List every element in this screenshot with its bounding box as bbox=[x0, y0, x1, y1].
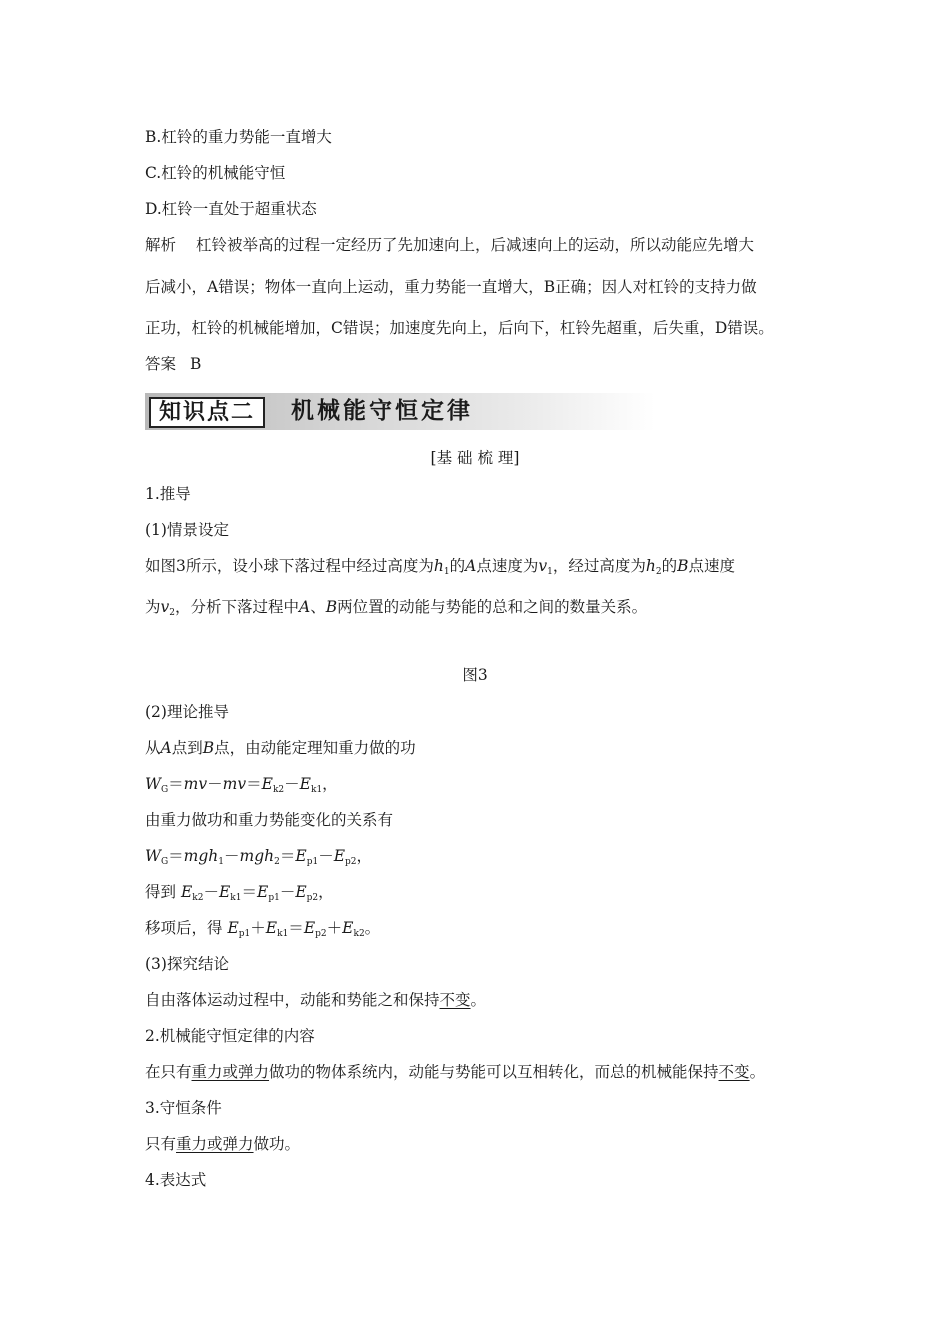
operator: － bbox=[207, 775, 223, 793]
symbol-e: E bbox=[342, 919, 354, 937]
operator: ＋ bbox=[326, 919, 343, 937]
analysis-label: 解析 bbox=[145, 236, 177, 254]
section-title: 机械能守恒定律 bbox=[291, 398, 473, 424]
figure-caption: 图3 bbox=[462, 666, 488, 684]
operator: ＝ bbox=[288, 919, 304, 937]
subscript: k2 bbox=[272, 785, 285, 795]
subscript: 2 bbox=[274, 857, 280, 867]
operator: － bbox=[203, 883, 219, 901]
operator: ＝ bbox=[246, 775, 262, 793]
expression-heading: 4.表达式 bbox=[145, 1171, 207, 1189]
text: 点速度为 bbox=[476, 557, 539, 575]
option-c: C.杠铃的机械能守恒 bbox=[145, 164, 286, 182]
text: ，分析下落过程中 bbox=[175, 598, 300, 616]
punctuation: 。 bbox=[470, 991, 487, 1009]
text: 点，由动能定理知重力做的功 bbox=[214, 739, 416, 757]
conclusion-text bbox=[145, 990, 486, 1010]
operator: － bbox=[284, 775, 300, 793]
section-banner bbox=[145, 393, 655, 430]
subscript: G bbox=[160, 785, 169, 795]
answer-label: 答案 bbox=[145, 355, 177, 373]
text: 如图3所示，设小球下落过程中经过高度为 bbox=[145, 557, 434, 575]
theory-heading: (2)理论推导 bbox=[145, 703, 229, 721]
symbol-e: E bbox=[299, 775, 311, 793]
symbol-b: B bbox=[202, 739, 215, 757]
text: 得到 bbox=[145, 883, 181, 901]
analysis-line-1 bbox=[145, 235, 754, 255]
operator: ＝ bbox=[168, 847, 184, 865]
equation-3 bbox=[145, 882, 334, 902]
symbol-mgh: mgh bbox=[183, 847, 219, 865]
punctuation: ， bbox=[318, 883, 334, 901]
subscript: k1 bbox=[310, 785, 323, 795]
symbol-h: h bbox=[433, 557, 444, 575]
derivation-heading: 1.推导 bbox=[145, 485, 191, 503]
subscript: G bbox=[160, 857, 169, 867]
operator: ＝ bbox=[168, 775, 184, 793]
condition-text bbox=[145, 1134, 300, 1154]
text: 做功。 bbox=[253, 1135, 301, 1153]
condition-heading: 3.守恒条件 bbox=[145, 1099, 222, 1117]
text: 、 bbox=[310, 598, 326, 616]
analysis-text-1: 杠铃被举高的过程一定经历了先加速向上，后减速向上的运动，所以动能应先增大 bbox=[196, 236, 755, 254]
symbol-e: E bbox=[333, 847, 346, 865]
subscript: p1 bbox=[306, 857, 319, 867]
subscript: p1 bbox=[238, 929, 251, 939]
operator: － bbox=[224, 847, 240, 865]
theory-line-2: 由重力做功和重力势能变化的关系有 bbox=[145, 811, 394, 829]
operator: ＝ bbox=[241, 883, 257, 901]
text: 从 bbox=[145, 739, 161, 757]
section-number: 知识点二 bbox=[149, 397, 265, 428]
punctuation: ， bbox=[356, 847, 373, 865]
underlined-answer: 不变 bbox=[718, 1063, 750, 1081]
symbol-e: E bbox=[218, 883, 231, 901]
punctuation: ， bbox=[322, 775, 338, 793]
symbol-mgh: mgh bbox=[239, 847, 275, 865]
option-d: D.杠铃一直处于超重状态 bbox=[145, 200, 317, 218]
text: 的 bbox=[661, 557, 678, 575]
content-heading: 2.机械能守恒定律的内容 bbox=[145, 1027, 315, 1045]
equation-2 bbox=[145, 846, 372, 866]
subscript: p2 bbox=[306, 893, 319, 903]
conclusion-heading: (3)探究结论 bbox=[145, 955, 229, 973]
symbol-e: E bbox=[295, 883, 307, 901]
subscript: p2 bbox=[315, 929, 327, 939]
text: ，经过高度为 bbox=[552, 557, 646, 575]
subscript: k2 bbox=[353, 929, 365, 939]
symbol-e: E bbox=[261, 775, 273, 793]
text: 的 bbox=[449, 557, 466, 575]
answer-value: B bbox=[190, 355, 202, 373]
symbol-e: E bbox=[227, 919, 239, 937]
text: 自由落体运动过程中，动能和势能之和保持 bbox=[145, 991, 440, 1009]
symbol-mv: mv bbox=[183, 775, 208, 793]
underlined-answer: 重力或弹力 bbox=[191, 1063, 270, 1081]
operator: ＝ bbox=[279, 847, 296, 865]
punctuation: 。 bbox=[749, 1063, 766, 1081]
text: 移项后，得 bbox=[145, 919, 228, 937]
text: 做功的物体系统内，动能与势能可以互相转化，而总的机械能保持 bbox=[269, 1063, 719, 1081]
symbol-h: h bbox=[645, 557, 656, 575]
text: 只有 bbox=[145, 1135, 177, 1153]
subscript: 1 bbox=[443, 567, 450, 577]
symbol-w: W bbox=[145, 847, 161, 865]
symbol-e: E bbox=[265, 919, 278, 937]
subscript: k1 bbox=[230, 893, 242, 903]
operator: － bbox=[279, 883, 296, 901]
symbol-v: v bbox=[538, 557, 548, 575]
underlined-answer: 重力或弹力 bbox=[176, 1135, 254, 1153]
symbol-w: W bbox=[145, 775, 161, 793]
analysis-line-2: 后减小，A错误；物体一直向上运动，重力势能一直增大，B正确；因人对杠铃的支持力做 bbox=[145, 278, 757, 296]
theory-line-1 bbox=[145, 738, 416, 758]
symbol-b: B bbox=[677, 557, 689, 575]
symbol-a: A bbox=[465, 557, 477, 575]
answer-line bbox=[145, 354, 201, 374]
symbol-a: A bbox=[160, 739, 172, 757]
option-b: B.杠铃的重力势能一直增大 bbox=[145, 128, 332, 146]
subscript: 1 bbox=[218, 857, 224, 867]
symbol-mv: mv bbox=[222, 775, 247, 793]
scene-heading: (1)情景设定 bbox=[145, 521, 229, 539]
scene-paragraph-2 bbox=[145, 597, 647, 617]
symbol-e: E bbox=[257, 883, 269, 901]
symbol-e: E bbox=[303, 919, 316, 937]
symbol-a: A bbox=[299, 598, 311, 616]
text: 点速度 bbox=[688, 557, 735, 575]
subscript: p2 bbox=[345, 857, 357, 867]
operator: － bbox=[318, 847, 334, 865]
text: 为 bbox=[145, 598, 161, 616]
subscript: 2 bbox=[169, 608, 176, 618]
subscript: 2 bbox=[655, 567, 662, 577]
subscript: k2 bbox=[192, 893, 204, 903]
operator: ＋ bbox=[250, 919, 266, 937]
scene-paragraph-1 bbox=[145, 556, 735, 576]
subheading: [基 础 梳 理] bbox=[430, 449, 520, 467]
symbol-b: B bbox=[325, 598, 338, 616]
equation-4 bbox=[145, 918, 380, 938]
symbol-e: E bbox=[180, 883, 193, 901]
text: 两位置的动能与势能的总和之间的数量关系。 bbox=[337, 598, 648, 616]
content-text bbox=[145, 1062, 765, 1082]
subscript: p1 bbox=[268, 893, 280, 903]
underlined-answer: 不变 bbox=[439, 991, 471, 1009]
subscript: 1 bbox=[547, 567, 553, 577]
symbol-v: v bbox=[160, 598, 170, 616]
text: 在只有 bbox=[145, 1063, 192, 1081]
equation-1 bbox=[145, 774, 338, 794]
punctuation: 。 bbox=[364, 919, 381, 937]
subscript: k1 bbox=[277, 929, 289, 939]
analysis-line-3: 正功，杠铃的机械能增加，C错误；加速度先向上，后向下，杠铃先超重，后失重，D错误。 bbox=[145, 319, 774, 337]
symbol-e: E bbox=[295, 847, 307, 865]
text: 点到 bbox=[171, 739, 203, 757]
